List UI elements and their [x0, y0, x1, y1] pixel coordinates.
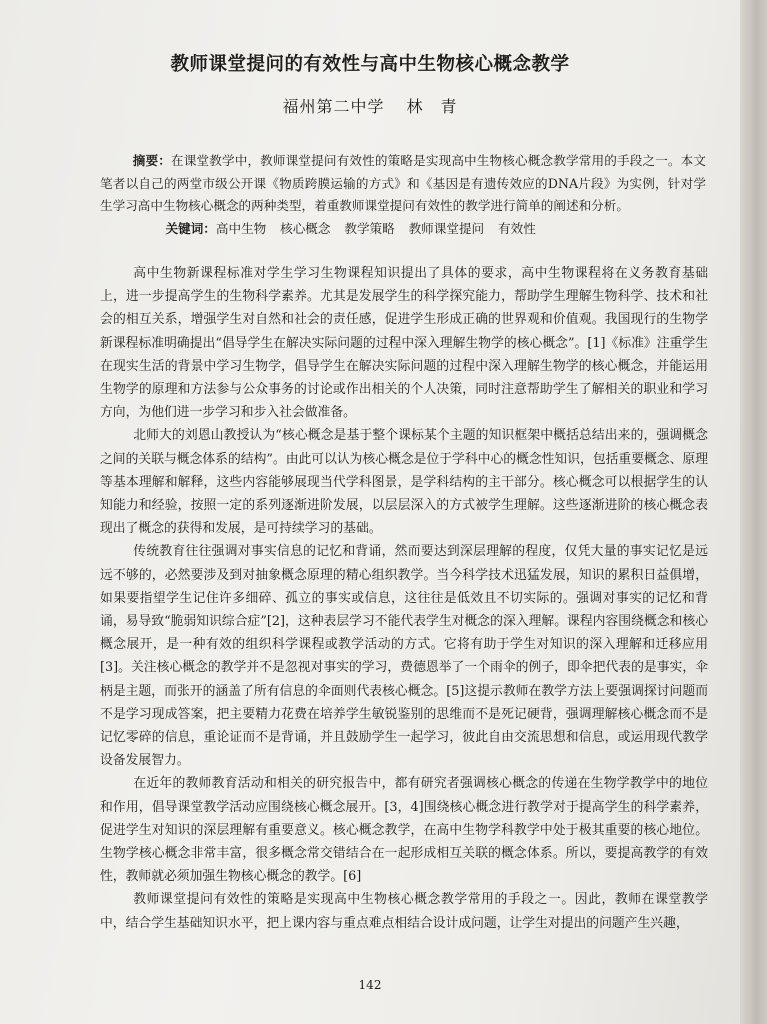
- abstract-label: 摘要：: [132, 153, 171, 168]
- page-edge: [740, 0, 767, 1024]
- author-byline: [0, 94, 740, 117]
- author-school: 福州第二中学: [282, 97, 385, 116]
- keyword: 核心概念: [280, 220, 331, 236]
- body-paragraph: 高中生物新课程标准对学生学习生物课程知识提出了具体的要求，高中生物课程将在义务教育基础上，进一步提高学生的生物科学素养。尤其是发展学生的科学探究能力，帮助学生理解生物科学、技术和社会的相互关系，增强学生对自然和社会的责任感，促进学生形成正确的世界观和价值观。我国现行的生物学新课程标准明确提出“倡导学生在解决实际问题的过程中深入理解生物学的核心概念”。[1]《标准》注重学生在现实生活的背景中学习生物学，倡导学生在解决实际问题的过程中深入理解生物学的核心概念，并能运用生物学的原理和方法参与公众事务的讨论或作出相关的个人决策，同时注意帮助学生了解相关的职业和学习方向，为他们进一步学习和步入社会做准备。: [100, 266, 708, 421]
- abstract-block: [100, 150, 706, 240]
- keyword: 有效性: [498, 220, 536, 236]
- abstract-paragraph: [100, 150, 706, 218]
- keyword: 教学策略: [344, 220, 395, 236]
- body-paragraph: 传统教育往往强调对事实信息的记忆和背诵，然而要达到深层理解的程度，仅凭大量的事实记忆是远远不够的，必然要涉及到对抽象概念原理的精心组织教学。当今科学技术迅猛发展，知识的累积日益俱增，如果要指望学生记住许多细碎、孤立的事实或信息，这往往是低效且不切实际的。强调对事实的记忆和背诵，易导致“脆弱知识综合症”[2]，这种表层学习不能代表学生对概念的深入理解。课程内容围绕概念和核心概念展开，是一种有效的组织科学课程或教学活动的方式。它将有助于学生对知识的深入理解和迁移应用[3]。关注核心概念的教学并不是忽视对事实的学习，费德恩举了一个雨伞的例子，即伞把代表的是事实，伞柄是主题，而张开的涵盖了所有信息的伞面则代表核心概念。[5]这提示教师在教学方法上要强调探讨问题而不是学习现成答案，把主要精力花费在培养学生敏锐鉴别的思维而不是死记硬背，强调理解核心概念而不是记忆零碎的信息，重论证而不是背诵，并且鼓励学生一起学习，彼此自由交流思想和信息，或运用现代教学设备发展智力。: [100, 544, 708, 769]
- body-paragraph: 在近年的教师教育活动和相关的研究报告中，都有研究者强调核心概念的传递在生物学教学中的地位和作用，倡导课堂教学活动应围绕核心概念展开。[3，4]围绕核心概念进行教学对于提高学生的科学素养，促进学生对知识的深层理解有重要意义。核心概念教学，在高中生物学科教学中处于极其重要的核心地位。生物学核心概念非常丰富，很多概念常交错结合在一起形成相互关联的概念体系。所以，要提高教学的有效性，教师就必须加强生物核心概念的教学。[6]: [100, 776, 708, 885]
- keywords-line: [100, 218, 706, 241]
- article-body: [100, 262, 708, 935]
- abstract-text: 在课堂教学中，教师课堂提问有效性的策略是实现高中生物核心概念教学常用的手段之一。本文笔者以自己的两堂市级公开课《物质跨膜运输的方式》和《基因是有遗传效应的DNA片段》为实例，针对学生学习高中生物核心概念的两种类型，着重教师课堂提问有效性的教学进行简单的阐述和分析。: [100, 153, 707, 213]
- keyword: 高中生物: [215, 220, 267, 236]
- body-paragraph: 北师大的刘恩山教授认为“核心概念是基于整个课标某个主题的知识框架中概括总结出来的，强调概念之间的关联与概念体系的结构”。由此可以认为核心概念是位于学科中心的概念性知识，包括重要概念、原理等基本理解和解释，这些内容能够展现当代学科图景，是学科结构的主干部分。核心概念可以根据学生的认知能力和经验，按照一定的系列逐渐进阶发展，以层层深入的方式被学生理解。这些逐渐进阶的核心概念表现出了概念的获得和发展，是可持续学习的基础。: [100, 428, 708, 537]
- body-paragraph: 教师课堂提问有效性的策略是实现高中生物核心概念教学常用的手段之一。因此，教师在课堂教学中，结合学生基础知识水平，把上课内容与重点难点相结合设计成问题，让学生对提出的问题产生兴趣，: [100, 892, 708, 931]
- page-number: 142: [358, 978, 382, 992]
- keyword: 教师课堂提问: [408, 220, 485, 236]
- author-name: 林 青: [406, 97, 458, 116]
- article-title: 教师课堂提问的有效性与高中生物核心概念教学: [170, 54, 570, 75]
- keywords-label: 关键词：: [165, 220, 216, 236]
